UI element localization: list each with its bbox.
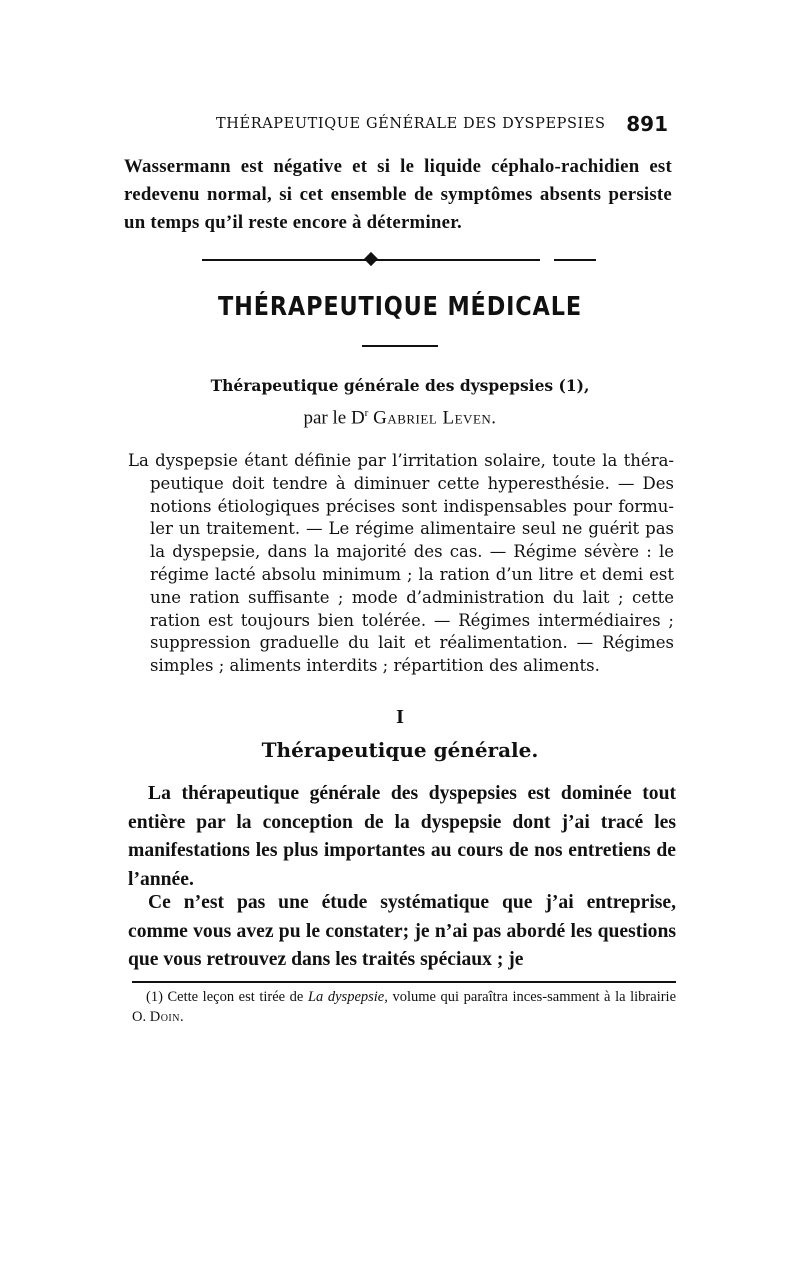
part-numeral: I xyxy=(396,706,404,728)
footnote-prefix: (1) Cette leçon est tirée de xyxy=(146,989,308,1005)
footnote-italic-title: La dyspepsie, xyxy=(307,989,388,1005)
footnote-suffix: volume qui paraîtra inces-samment à la librairie O. xyxy=(132,989,677,1025)
footnote-publisher: Doin. xyxy=(149,1008,185,1025)
article-subtitle: Thérapeutique générale des dyspepsies (1), xyxy=(210,376,590,395)
title-rule xyxy=(362,345,438,347)
footnote-rule xyxy=(132,981,676,983)
page-number: 891 xyxy=(626,112,668,136)
part-heading: Thérapeutique générale. xyxy=(261,738,539,762)
summary-text: La dyspepsie étant définie par l’irritation solaire, toute la théra-peutique doit tendre à diminuer cette hyperesthésie. — Des notions étiologiques précises sont indispensables pour formu-ler un traitement. — Le régime alimentaire seul ne guérit pas la dyspepsie, dans la majorité des cas. — Régime sévère : le régime lacté absolu minimum ; la ration d’un litre et demi est une ration suffisante ; mode d’administration du lait ; cette ration est toujours bien tolérée. — Régimes intermédiaires ; suppression graduelle du lait et réalimentation. — Régimes simples ; aliments interdits ; répartition des aliments. xyxy=(128,451,674,676)
divider-line-right xyxy=(554,259,596,261)
body-paragraph-2: Ce n’est pas une étude systématique que j’ai entreprise, comme vous avez pu le constater; je n’ai pas abordé les questions que vous retrouvez dans les traités spéciaux ; je xyxy=(128,892,676,971)
author-line xyxy=(0,407,800,429)
summary-paragraph xyxy=(128,450,674,678)
intro-paragraph: Wassermann est négative et si le liquide céphalo-rachidien est redevenu normal, si cet ensemble de symptômes absents persiste un temps qu’il reste encore à déterminer. xyxy=(124,156,672,233)
body-paragraph-1: La thérapeutique générale des dyspepsies est dominée tout entière par la conception de la dyspepsie dont j’ai tracé les manifestations les plus importantes au cours de nos entretiens de l’année. xyxy=(128,783,676,890)
ornamental-divider xyxy=(202,253,596,267)
diamond-ornament-icon xyxy=(364,252,378,266)
running-title: THÉRAPEUTIQUE GÉNÉRALE DES DYSPEPSIES xyxy=(216,116,606,132)
footnote xyxy=(132,988,676,1027)
running-header xyxy=(128,112,668,140)
author-title-sup: r xyxy=(364,407,369,419)
author-name: Gabriel Leven. xyxy=(373,407,497,429)
section-title: THÉRAPEUTIQUE MÉDICALE xyxy=(218,292,582,322)
author-prefix: par le D xyxy=(303,407,365,429)
